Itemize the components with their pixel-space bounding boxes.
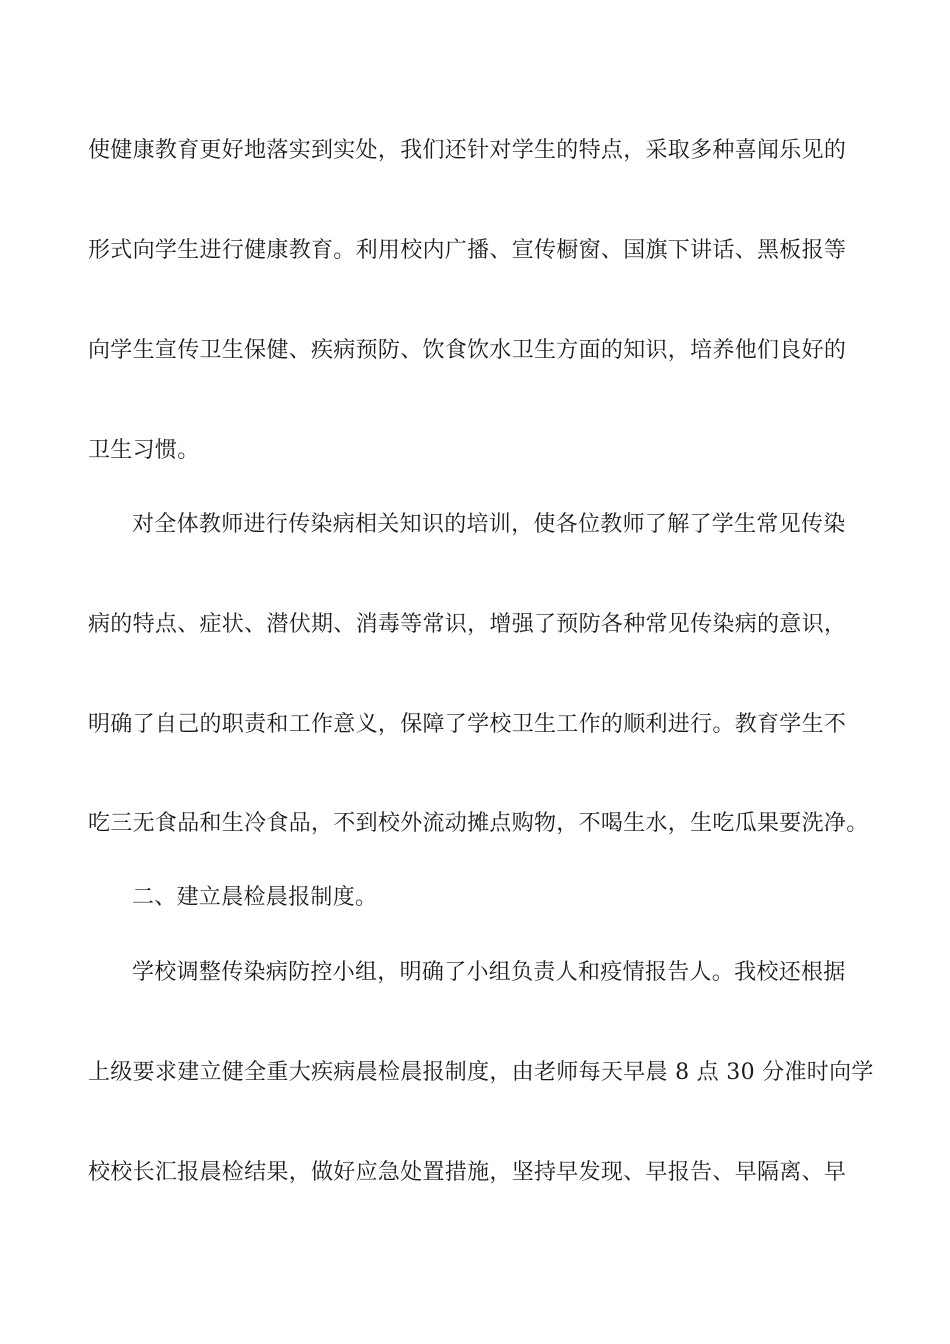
paragraph-line: 上级要求建立健全重大疾病晨检晨报制度，由老师每天早晨 8 点 30 分准时向学 bbox=[88, 1060, 874, 1085]
paragraph-line: 明确了自己的职责和工作意义，保障了学校卫生工作的顺利进行。教育学生不 bbox=[88, 712, 847, 737]
paragraph-line: 学校调整传染病防控小组，明确了小组负责人和疫情报告人。我校还根据 bbox=[132, 960, 846, 985]
paragraph-line: 卫生习惯。 bbox=[88, 438, 200, 463]
paragraph-line: 病的特点、症状、潜伏期、消毒等常识，增强了预防各种常见传染病的意识， bbox=[88, 612, 847, 637]
paragraph-line: 向学生宣传卫生保健、疾病预防、饮食饮水卫生方面的知识，培养他们良好的 bbox=[88, 338, 847, 363]
paragraph-line: 对全体教师进行传染病相关知识的培训，使各位教师了解了学生常见传染 bbox=[132, 512, 846, 537]
paragraph-line: 使健康教育更好地落实到实处，我们还针对学生的特点，采取多种喜闻乐见的 bbox=[88, 138, 847, 163]
paragraph-line: 形式向学生进行健康教育。利用校内广播、宣传橱窗、国旗下讲话、黑板报等 bbox=[88, 238, 847, 263]
section-heading: 二、建立晨检晨报制度。 bbox=[132, 885, 378, 910]
paragraph-line: 校校长汇报晨检结果，做好应急处置措施，坚持早发现、早报告、早隔离、早 bbox=[88, 1160, 847, 1185]
paragraph-line: 吃三无食品和生冷食品，不到校外流动摊点购物，不喝生水，生吃瓜果要洗净。 bbox=[88, 811, 869, 836]
